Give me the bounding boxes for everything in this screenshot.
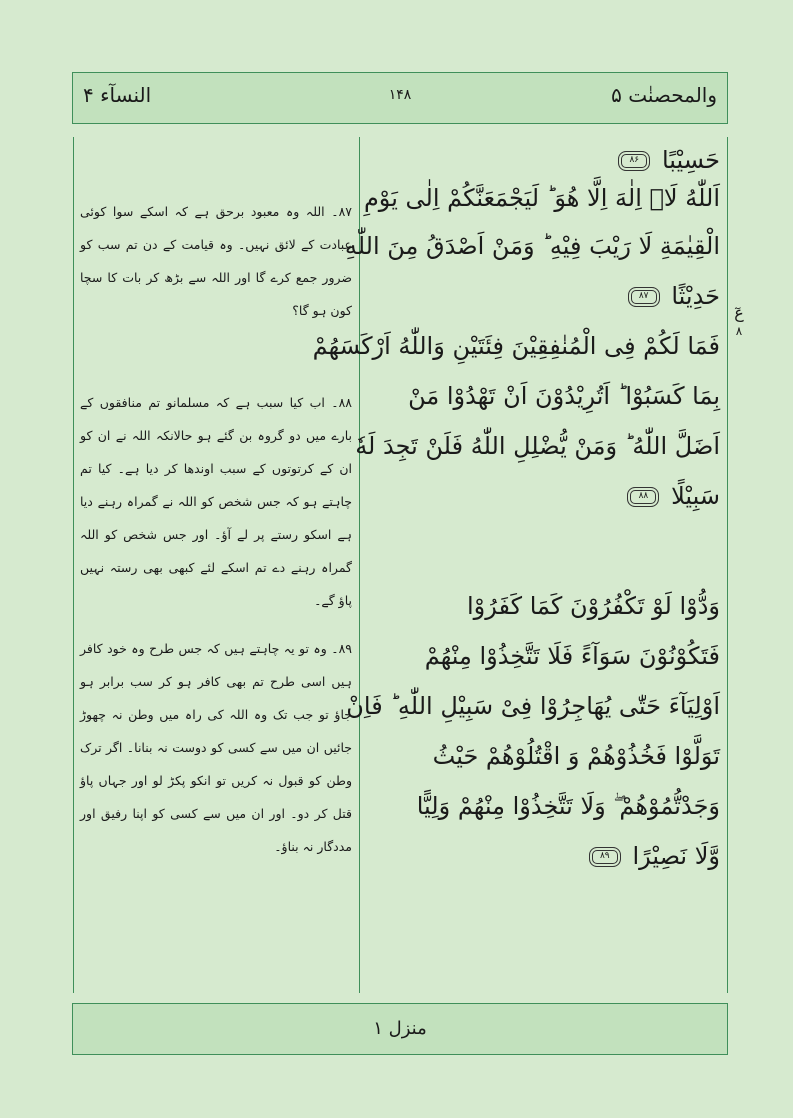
arabic-line: وَّلَا نَصِيْرًا ۸۹ [366, 842, 720, 892]
arabic-line: حَدِيْثًا ۸۷ [366, 282, 720, 332]
ruku-number: ۸ [735, 324, 743, 338]
column-divider-left [73, 137, 74, 993]
arabic-text-column [312, 146, 720, 892]
ayah-end-marker: ۸۹ [589, 847, 621, 867]
arabic-line: الْقِيٰمَةِ لَا رَيْبَ فِيْهِ ؕ وَمَنْ اَصْدَقُ مِنَ اللّٰهِ [344, 232, 720, 260]
arabic-line: وَدُّوْا لَوْ تَكْفُرُوْنَ كَمَا كَفَرُوْا [467, 592, 720, 620]
para-title: والمحصنٰت ۵ [611, 83, 717, 107]
ruku-marker [728, 305, 750, 337]
page-number: ۱۴۸ [388, 87, 412, 103]
urdu-translation-87: ۸۷۔ اللہ وہ معبود برحق ہے کہ اسکے سوا کوئی عبادت کے لائق نہیں۔ وہ قیامت کے دن تم سب کو ضرور جمع کرے گا اور اللہ سے بڑھ کر بات کا سچا کون ہو گا؟ [80, 204, 352, 318]
arabic-line: اَللّٰهُ لَاۤ اِلٰهَ اِلَّا هُوَ ؕ لَيَجْمَعَنَّكُمْ اِلٰى يَوْمِ [363, 184, 720, 212]
column-divider-right [727, 137, 728, 993]
arabic-line: وَجَدْتُّمُوْهُمْ ۖ وَلَا تَتَّخِذُوْا مِنْهُمْ وَلِيًّا [416, 792, 720, 820]
arabic-line: حَسِيْبًا ۸۶ [366, 146, 720, 184]
ayah-end-marker: ۸۷ [628, 287, 660, 307]
arabic-line: اَوْلِيَآءَ حَتّٰى يُهَاجِرُوْا فِىْ سَبِيْلِ اللّٰهِ ؕ فَاِنْ [346, 692, 720, 720]
ruku-glyph: عٓ [734, 303, 744, 322]
column-divider-middle [359, 137, 360, 993]
manzil-footer: منزل ۱ [72, 1003, 728, 1055]
urdu-translation-89: ۸۹۔ وہ تو یہ چاہتے ہیں کہ جس طرح وہ خود کافر ہیں اسی طرح تم بھی کافر ہو کر سب برابر ہو جاؤ تو جب تک وہ اللہ کی راہ میں وطن نہ چھوڑ جائیں ان میں سے کسی کو دوست نہ بنانا۔ اگر ترک وطن کو قبول نہ کریں تو انکو پکڑ لو اور جہاں پاؤ قتل کر دو۔ اور ان میں سے کسی کو اپنا رفیق اور مددگار نہ بناؤ۔ [80, 641, 352, 854]
arabic-line: فَتَكُوْنُوْنَ سَوَآءً فَلَا تَتَّخِذُوْا مِنْهُمْ [424, 642, 720, 670]
arabic-line: بِمَا كَسَبُوْا ؕ اَتُرِيْدُوْنَ اَنْ تَهْدُوْا مَنْ [408, 382, 720, 410]
arabic-line: تَوَلَّوْا فَخُذُوْهُمْ وَ اقْتُلُوْهُمْ حَيْثُ [432, 742, 720, 770]
surah-title: النسآء ۴ [83, 83, 152, 107]
ayah-end-marker: ۸۶ [618, 151, 650, 171]
arabic-line: فَمَا لَكُمْ فِى الْمُنٰفِقِيْنَ فِئَتَيْنِ وَاللّٰهُ اَرْكَسَهُمْ [312, 332, 720, 360]
page-header [72, 72, 728, 124]
urdu-translation-88: ۸۸۔ اب کیا سبب ہے کہ مسلمانو تم منافقوں کے بارے میں دو گروہ بن گئے ہو حالانکہ اللہ نے ان کو ان کے کرتوتوں کے سبب اوندھا کر دیا ہے۔ کیا تم چاہتے ہو کہ جس شخص کو اللہ نے گمراہ رہنے دیا ہے اسکو رستے پر لے آؤ۔ اور جس شخص کو اللہ گمراہ رہنے دے تم اسکے لئے کبھی بھی رستہ نہیں پاؤ گے۔ [80, 395, 352, 608]
ayah-end-marker: ۸۸ [627, 487, 659, 507]
arabic-line: سَبِيْلًا ۸۸ [366, 482, 720, 592]
arabic-line: اَضَلَّ اللّٰهُ ؕ وَمَنْ يُّضْلِلِ اللّٰهُ فَلَنْ تَجِدَ لَهٗ [355, 432, 720, 460]
